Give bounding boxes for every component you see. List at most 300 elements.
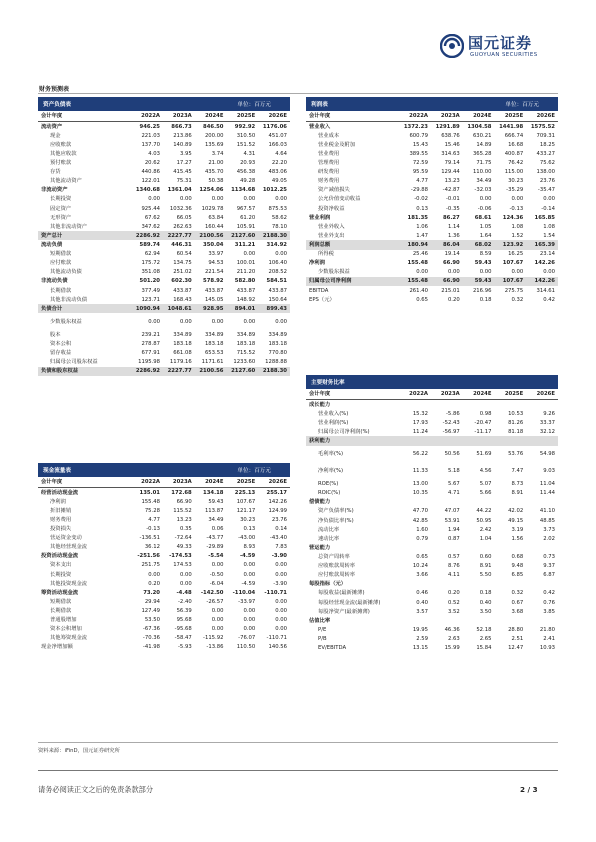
row-label: 资产减值损失 (318, 187, 350, 194)
table-row (306, 436, 558, 445)
row-value: 174.53 (173, 562, 192, 569)
row-value: 11.04 (539, 481, 555, 488)
row-value: 0.00 (243, 251, 256, 258)
row-value: 350.04 (203, 241, 224, 248)
row-label: 应收账款周转率 (318, 563, 356, 570)
row-value (431, 580, 463, 589)
row-value: 0.00 (211, 626, 224, 633)
column-header-year: 2024E (463, 389, 495, 400)
row-label: 现金 (50, 132, 61, 139)
row-value: 1.64 (479, 232, 492, 239)
row-value: 14.89 (476, 141, 492, 148)
row-value: -29.89 (206, 544, 224, 551)
table-row (38, 295, 290, 304)
table-row (306, 204, 558, 213)
column-header-year: 2023A (431, 389, 463, 400)
column-header-year: 2026E (258, 477, 290, 488)
row-value: 1.54 (543, 232, 555, 239)
row-value: 1.08 (543, 223, 555, 230)
row-value: 2188.30 (258, 367, 290, 376)
row-value: 0.68 (511, 553, 524, 560)
row-value: 4.71 (447, 490, 460, 497)
row-value: 124.36 (502, 214, 524, 221)
row-label: 归属母公司股东权益 (50, 359, 98, 366)
row-value: 221.54 (204, 269, 224, 276)
row-value: 165.39 (526, 240, 558, 249)
row-value: 46.36 (444, 626, 460, 633)
row-value: 1361.04 (167, 187, 192, 194)
row-value: 314.61 (536, 287, 555, 294)
row-value: 9.37 (543, 563, 555, 570)
row-value: 0.00 (243, 626, 256, 633)
row-value: 175.72 (141, 260, 160, 267)
row-value: 16.68 (508, 141, 524, 148)
row-value: 0.18 (479, 296, 492, 303)
table-row (306, 498, 558, 507)
row-value (526, 436, 558, 445)
row-value: 0.00 (243, 318, 256, 325)
table-row (306, 607, 558, 616)
row-value: -0.02 (414, 196, 428, 203)
row-value: 0.00 (179, 196, 192, 203)
row-value: 155.48 (399, 277, 431, 286)
row-value: 151.52 (236, 141, 256, 148)
row-value: 10.93 (539, 645, 555, 652)
row-value: -251.56 (137, 553, 160, 560)
table-row (306, 446, 558, 463)
row-value: 451.07 (268, 132, 287, 139)
row-label: ROIC(%) (318, 490, 341, 497)
row-label: 每股净资产(最新摊薄) (318, 608, 370, 615)
row-value: 15.99 (444, 645, 460, 652)
row-value: -52.43 (442, 419, 460, 426)
row-value: 602.30 (171, 278, 192, 285)
row-value: 992.92 (234, 123, 256, 130)
row-value: 0.32 (511, 296, 524, 303)
row-value (526, 498, 558, 507)
row-value: 140.89 (173, 141, 192, 148)
row-label: 净利润 (50, 498, 66, 505)
row-value: 433.27 (536, 150, 555, 157)
table-row (306, 580, 558, 589)
row-value: 2.02 (543, 535, 555, 542)
row-value: 213.86 (173, 132, 192, 139)
row-label: 营业外收入 (318, 223, 345, 230)
row-value: 334.89 (204, 331, 224, 338)
row-value: 2127.60 (226, 231, 258, 240)
row-value: 76.42 (508, 159, 524, 166)
income-statement-header (306, 97, 558, 111)
table-row (306, 625, 558, 634)
row-value: 1254.06 (199, 187, 224, 194)
row-value: 0.00 (511, 269, 524, 276)
column-header-year: 2026E (258, 111, 290, 122)
row-label: 其他流动负债 (50, 269, 82, 276)
table-row (306, 480, 558, 489)
row-value: 4.31 (243, 150, 256, 157)
row-value: -0.50 (209, 571, 224, 578)
row-value: 5.07 (479, 481, 492, 488)
table-row (306, 186, 558, 195)
column-header-year: 2025E (494, 389, 526, 400)
row-value: 33.37 (539, 419, 555, 426)
row-value: 1.04 (479, 535, 492, 542)
row-value: -41.98 (142, 644, 160, 651)
income-statement-table (306, 97, 558, 304)
row-value: 18.25 (539, 141, 555, 148)
row-value: 13.23 (176, 516, 192, 523)
row-value: 110.50 (236, 644, 256, 651)
row-label: 营运能力 (309, 544, 331, 551)
row-value: 72.59 (412, 159, 428, 166)
table-row (38, 339, 290, 348)
row-value: 1340.68 (135, 187, 160, 194)
row-value: 9.03 (543, 468, 555, 475)
row-value: -115.92 (203, 635, 224, 642)
row-value: 138.00 (536, 169, 555, 176)
table-row (306, 240, 558, 249)
table-row (306, 507, 558, 516)
row-value: 0.00 (243, 562, 256, 569)
row-value: 967.57 (236, 205, 256, 212)
row-value: 49.28 (240, 178, 256, 185)
row-value: 334.89 (236, 331, 256, 338)
row-value: 47.07 (444, 508, 460, 515)
row-value: 180.94 (399, 240, 431, 249)
row-label: 非流动资产 (41, 187, 68, 194)
row-value: 715.52 (236, 350, 256, 357)
row-value: -5.54 (208, 553, 224, 560)
row-value: 75.62 (539, 159, 555, 166)
row-value: 1.60 (416, 526, 428, 533)
table-row (306, 158, 558, 167)
row-value (399, 400, 431, 410)
row-value: -72.64 (174, 535, 192, 542)
row-value: 255.17 (266, 489, 287, 496)
row-value: 66.90 (176, 498, 192, 505)
table-row (306, 268, 558, 277)
row-value: 262.63 (173, 223, 192, 230)
row-value: 123.92 (494, 240, 526, 249)
row-value: 49.15 (508, 517, 524, 524)
row-label: 营业利润(%) (318, 419, 349, 426)
row-value: 200.00 (204, 132, 224, 139)
row-value: 0.52 (447, 599, 460, 606)
row-label: 每股经营现金流(最新摊薄) (318, 599, 381, 606)
row-value: 501.20 (139, 278, 160, 285)
row-value: 770.80 (268, 350, 287, 357)
row-value: 0.40 (479, 599, 492, 606)
row-value: 0.00 (275, 598, 287, 605)
row-value: 3.52 (447, 608, 460, 615)
row-label: 所得税 (318, 251, 334, 258)
row-value (463, 436, 495, 445)
row-value: 145.05 (204, 296, 224, 303)
row-value: -0.13 (146, 525, 160, 532)
table-row (306, 589, 558, 598)
row-value: 8.59 (479, 251, 492, 258)
row-value: 215.01 (441, 287, 460, 294)
balance-sheet-table (38, 97, 290, 376)
row-value: 0.20 (447, 590, 460, 597)
row-value: 95.68 (176, 617, 192, 624)
row-value: -67.36 (142, 626, 160, 633)
row-value: 66.05 (176, 214, 192, 221)
row-label: 每股收益(最新摊薄) (318, 590, 365, 597)
row-value: 208.52 (268, 269, 287, 276)
row-value: 0.00 (543, 269, 555, 276)
row-label: 营运资金变动 (50, 535, 82, 542)
row-label: 长期投资 (50, 571, 72, 578)
row-label: 净负债比率(%) (318, 517, 354, 524)
row-value: 433.87 (236, 287, 256, 294)
row-label: 公允价值变动收益 (318, 196, 361, 203)
table-row (38, 304, 290, 313)
table-row (306, 131, 558, 140)
row-value: 134.75 (173, 260, 192, 267)
row-value: 8.76 (447, 563, 460, 570)
row-value: 16.25 (508, 251, 524, 258)
row-value: 1441.98 (499, 123, 524, 130)
row-value: 1195.98 (138, 359, 160, 366)
row-value: 49.05 (271, 178, 287, 185)
row-value: 183.18 (173, 340, 192, 347)
row-value: 0.00 (148, 571, 160, 578)
table-row (306, 222, 558, 231)
row-value: 49.33 (176, 544, 192, 551)
financial-ratios-header (306, 375, 558, 389)
row-value: 1304.58 (467, 123, 492, 130)
row-value: 0.00 (447, 269, 460, 276)
row-value: 435.70 (204, 169, 224, 176)
table-row (38, 131, 290, 140)
row-value: 1012.25 (262, 187, 287, 194)
row-value: 433.87 (268, 287, 287, 294)
row-value: 0.06 (211, 525, 224, 532)
footer-disclaimer: 请务必阅读正文之后的免责条款部分 (38, 785, 154, 794)
table-row (38, 616, 290, 625)
row-label: 财务费用 (50, 516, 72, 523)
row-label: 其他流动资产 (50, 178, 82, 185)
table-row (306, 122, 558, 132)
column-header-year: 2024E (195, 111, 227, 122)
row-label: 投资损失 (50, 525, 72, 532)
row-value: 30.23 (508, 178, 524, 185)
row-value: 23.76 (539, 178, 555, 185)
row-value: 183.18 (204, 340, 224, 347)
row-value: 1.94 (447, 526, 460, 533)
row-value: -32.03 (474, 187, 492, 194)
row-value: 389.55 (409, 150, 428, 157)
row-value: 1.05 (479, 223, 492, 230)
row-label: 固定资产 (50, 205, 72, 212)
table-row (306, 168, 558, 177)
row-value: 1233.60 (233, 359, 256, 366)
row-value: 0.00 (275, 196, 287, 203)
table-row (38, 259, 290, 268)
row-value: 53.50 (144, 617, 160, 624)
row-value: 75.28 (144, 507, 160, 514)
row-value: 582.80 (234, 278, 256, 285)
row-value: 334.89 (268, 331, 287, 338)
row-value: 3.57 (416, 608, 428, 615)
row-label: 资产负债率(%) (318, 508, 354, 515)
row-label: EBITDA (309, 287, 329, 294)
row-value: 0.00 (275, 571, 287, 578)
row-value (399, 498, 431, 507)
row-value: 638.76 (441, 132, 460, 139)
row-value: -136.51 (139, 535, 160, 542)
row-label: 流动比率 (318, 526, 340, 533)
row-label: 无形资产 (50, 214, 72, 221)
financial-ratios-table (306, 375, 558, 653)
row-value: 440.86 (141, 169, 160, 176)
row-label: EPS（元） (309, 296, 335, 303)
table-row (306, 213, 558, 222)
row-value: 148.92 (236, 296, 256, 303)
row-value: 0.00 (148, 318, 160, 325)
table-row (38, 367, 290, 376)
income-statement-unit: 单位：百万元 (505, 102, 539, 108)
row-label: 流动负债 (41, 241, 63, 248)
row-value: 29.94 (144, 598, 160, 605)
row-value: 33.97 (208, 251, 224, 258)
row-value: 0.40 (416, 599, 428, 606)
row-value: 124.99 (268, 507, 287, 514)
table-row (38, 625, 290, 634)
row-value: 1171.61 (201, 359, 224, 366)
row-value (431, 543, 463, 552)
row-value: 42.02 (508, 508, 524, 515)
row-value: 86.27 (442, 214, 460, 221)
table-row (38, 570, 290, 579)
row-value: 107.67 (494, 277, 526, 286)
row-value: 1372.23 (403, 123, 428, 130)
row-value: 1090.94 (131, 304, 163, 313)
row-value (526, 616, 558, 625)
row-value: -4.59 (241, 580, 256, 587)
row-value: 8.73 (511, 481, 524, 488)
row-label: 普通股增加 (50, 617, 77, 624)
row-label: ROE(%) (318, 481, 339, 488)
table-row (38, 506, 290, 515)
row-label: 营业收入(%) (318, 410, 349, 417)
row-value: 107.67 (502, 260, 524, 267)
row-value: 0.42 (543, 590, 555, 597)
row-value: 4.56 (479, 468, 492, 475)
row-value: 0.00 (211, 318, 224, 325)
row-value: 81.26 (508, 419, 524, 426)
row-value: 56.39 (176, 607, 192, 614)
table-row (306, 277, 558, 286)
row-value: 0.46 (416, 590, 428, 597)
row-value: 278.87 (141, 340, 160, 347)
column-header-year: 2022A (399, 111, 431, 122)
row-label: 其他非流动资产 (50, 223, 88, 230)
row-value: 846.50 (203, 123, 224, 130)
table-row (38, 231, 290, 240)
row-value: 709.31 (536, 132, 555, 139)
row-value: 0.00 (243, 571, 256, 578)
row-value: 365.28 (472, 150, 492, 157)
row-value: 589.74 (139, 241, 160, 248)
row-value: 1179.16 (169, 359, 192, 366)
row-value: 2.42 (479, 526, 492, 533)
row-value: 142.26 (534, 260, 555, 267)
row-value: 0.00 (275, 562, 287, 569)
row-value: 30.23 (240, 516, 256, 523)
row-label: 经营活动现金流 (41, 489, 79, 496)
row-value: 0.00 (511, 196, 524, 203)
row-label: 其他应收款 (50, 150, 77, 157)
row-value: 135.01 (139, 489, 160, 496)
table-row (306, 231, 558, 240)
row-value: 32.12 (539, 428, 555, 435)
row-value: -142.50 (200, 589, 224, 596)
row-value: 2100.56 (195, 231, 227, 240)
row-label: 预付账款 (50, 159, 72, 166)
row-value: 79.14 (444, 159, 460, 166)
table-row (306, 571, 558, 580)
row-label: P/B (318, 635, 327, 642)
row-label: 营业成本 (318, 132, 340, 139)
row-value: 160.44 (204, 223, 224, 230)
table-row (38, 168, 290, 177)
table-row (306, 149, 558, 158)
table-row (38, 122, 290, 132)
row-value: 677.91 (141, 350, 160, 357)
row-label: 长期投资 (50, 196, 72, 203)
table-row (38, 250, 290, 259)
row-value: 134.18 (203, 489, 224, 496)
row-value: 121.17 (236, 507, 256, 514)
row-value: 211.20 (236, 269, 256, 276)
row-value: 6.85 (511, 572, 524, 579)
row-value: -4.48 (176, 589, 192, 596)
table-row (306, 534, 558, 543)
row-value: 58.62 (271, 214, 287, 221)
table-row (38, 158, 290, 167)
row-value: 13.00 (412, 481, 428, 488)
row-value: 0.00 (243, 196, 256, 203)
row-value: 630.21 (472, 132, 492, 139)
row-value: 2.59 (416, 635, 428, 642)
row-value: 59.43 (208, 498, 224, 505)
row-value: 0.79 (416, 535, 428, 542)
brand-name-en: GUOYUAN SECURITIES (470, 52, 538, 58)
row-value: 1288.88 (265, 359, 287, 366)
row-value: 51.69 (476, 451, 492, 458)
row-value: 44.22 (476, 508, 492, 515)
row-value: 53.91 (444, 517, 460, 524)
row-value: 0.00 (179, 571, 192, 578)
row-value: 61.20 (240, 214, 256, 221)
table-row (38, 643, 290, 652)
row-value: 50.38 (208, 178, 224, 185)
row-value: 666.74 (504, 132, 524, 139)
row-value: -174.53 (169, 553, 192, 560)
cash-flow-title: 现金流量表 (43, 468, 71, 474)
row-value: 68.61 (474, 214, 492, 221)
row-value (431, 616, 463, 625)
table-row (38, 286, 290, 295)
table-row (38, 330, 290, 339)
row-label: 资本支出 (50, 562, 72, 569)
column-header-row (38, 111, 290, 122)
row-value: -3.90 (271, 553, 287, 560)
row-value: 661.08 (173, 350, 192, 357)
row-value (494, 436, 526, 445)
